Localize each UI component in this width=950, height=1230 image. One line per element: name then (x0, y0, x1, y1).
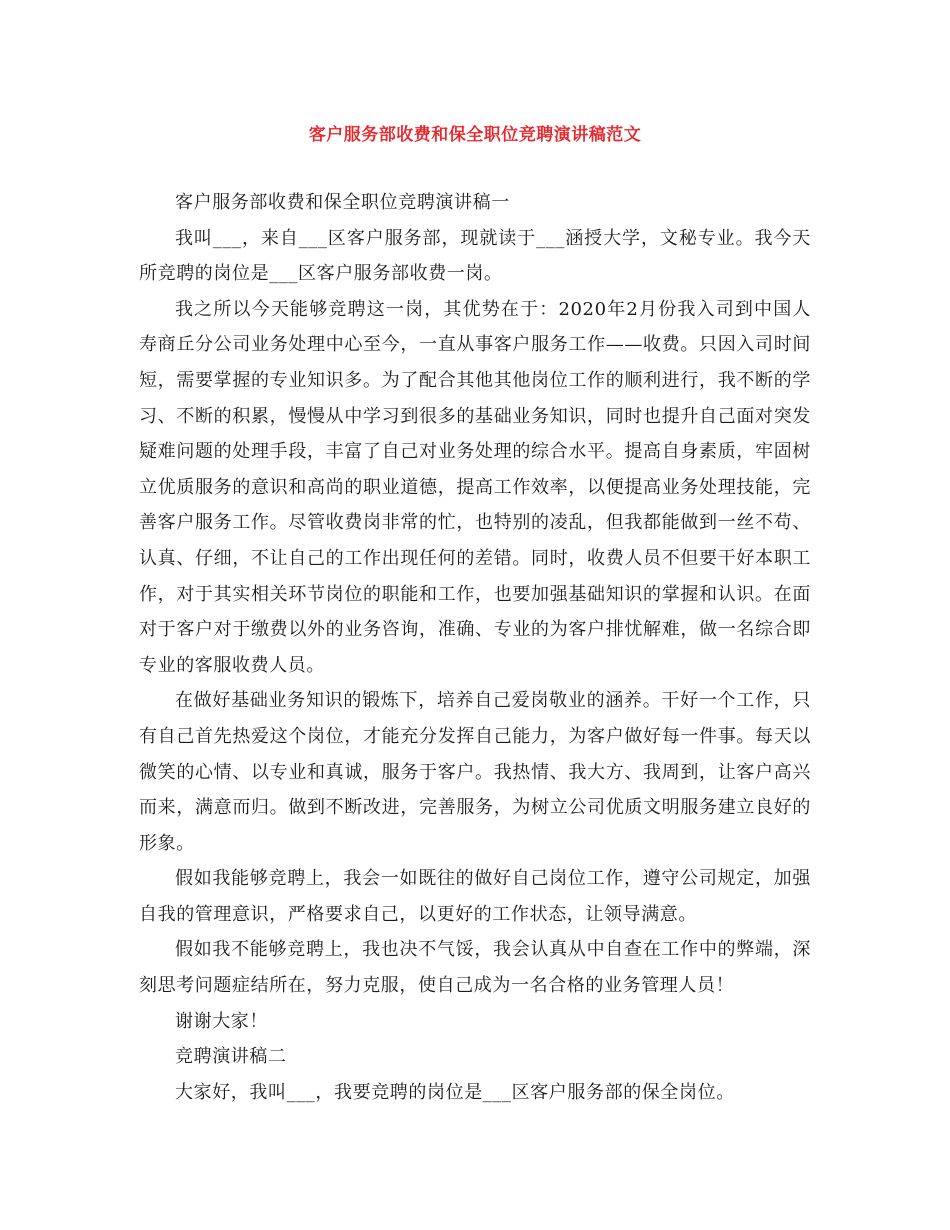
paragraph-heading-two: 竞聘演讲稿二 (175, 1046, 287, 1068)
paragraph-if-selected: 假如我能够竞聘上，我会一如既往的做好自己岗位工作，遵守公司规定，加强自我的管理意识，严格要求自己，以更好的工作状态，让领导满意。 (139, 868, 811, 925)
document-body (139, 185, 811, 1110)
paragraph-dedication: 在做好基础业务知识的锻炼下，培养自己爱岗敬业的涵养。干好一个工作，只有自己首先热爱这个岗位，才能充分发挥自己能力，为客户做好每一件事。每天以微笑的心情、以专业和真诚，服务于客户。我热情、我大方、我周到，让客户高兴而来，满意而归。做到不断改进，完善服务，为树立公司优质文明服务建立良好的形象。 (139, 690, 811, 854)
paragraph-second-intro: 大家好，我叫___，我要竞聘的岗位是___区客户服务部的保全岗位。 (175, 1081, 735, 1103)
paragraph-thanks: 谢谢大家！ (175, 1010, 268, 1032)
paragraph-intro: 我叫___，来自___区客户服务部，现就读于___涵授大学，文秘专业。我今天所竞聘的岗位是___区客户服务部收费一岗。 (139, 227, 811, 285)
paragraph-if-not-selected: 假如我不能够竞聘上，我也决不气馁，我会认真从中自查在工作中的弊端，深刻思考问题症结所在，努力克服，使自己成为一名合格的业务管理人员！ (139, 939, 811, 997)
paragraph-heading-one: 客户服务部收费和保全职位竞聘演讲稿一 (175, 192, 510, 213)
document-title: 客户服务部收费和保全职位竞聘演讲稿范文 (308, 125, 642, 145)
paragraph-advantages: 我之所以今天能够竞聘这一岗，其优势在于：2020年2月份我入司到中国人寿商丘分公司业务处理中心至今，一直从事客户服务工作——收费。只因入司时间短，需要掌握的专业知识多。为了配合其他其他岗位工作的顺利进行，我不断的学习、不断的积累，慢慢从中学习到很多的基础业务知识，同时也提升自己面对突发疑难问题的处理手段，丰富了自己对业务处理的综合水平。提高自身素质，牢固树立优质服务的意识和高尚的职业道德，提高工作效率，以便提高业务处理技能，完善客户服务工作。尽管收费岗非常的忙，也特别的凌乱，但我都能做到一丝不苟、认真、仔细，不让自己的工作出现任何的差错。同时，收费人员不但要干好本职工作，对于其实相关环节岗位的职能和工作，也要加强基础知识的掌握和认识。在面对于客户对于缴费以外的业务咨询，准确、专业的为客户排忧解难，做一名综合即专业的客服收费人员。 (139, 298, 811, 676)
